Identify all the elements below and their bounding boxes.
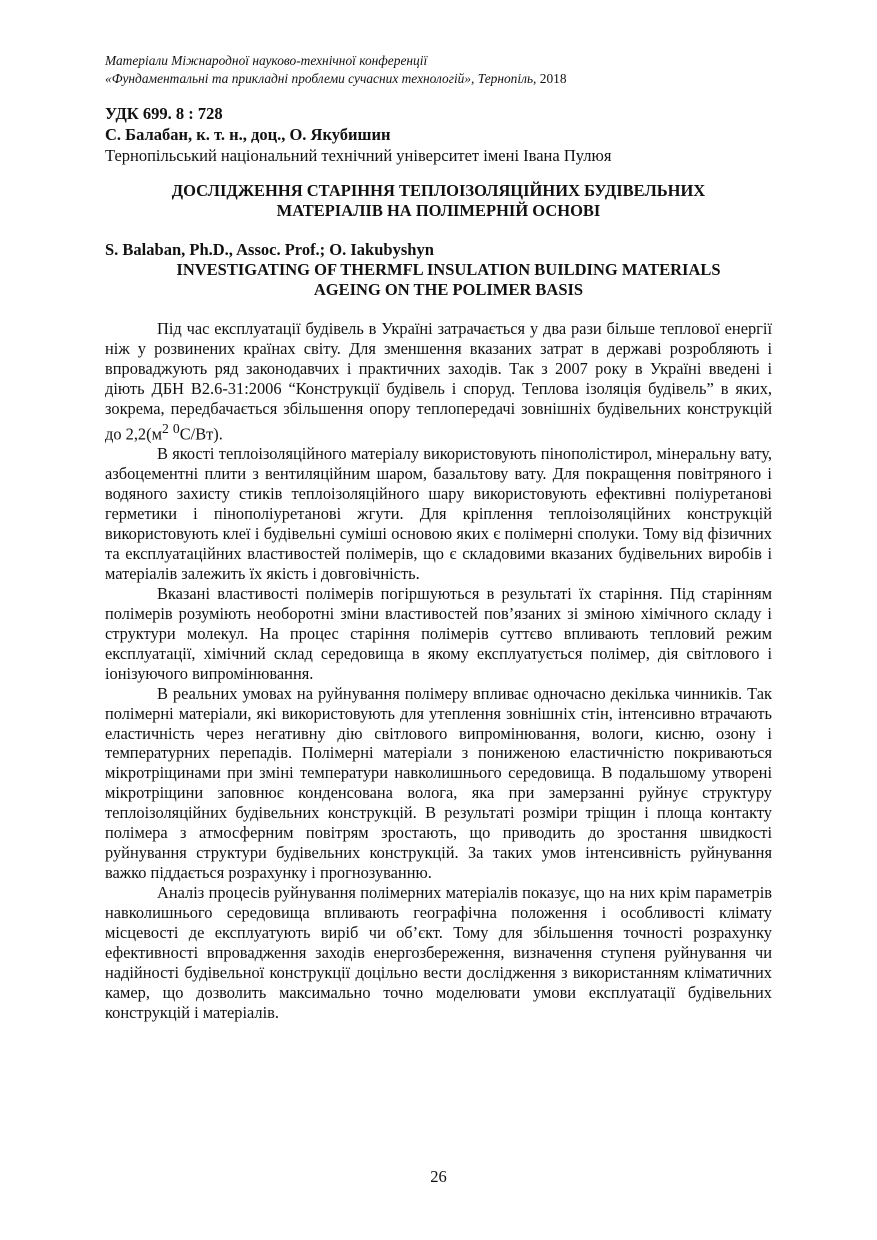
title-ua-line-1: ДОСЛІДЖЕННЯ СТАРІННЯ ТЕПЛОІЗОЛЯЦІЙНИХ БУДІВЕЛЬНИХ [171,181,706,200]
conference-year: 2018 [539,71,567,86]
paragraph-3: Вказані властивості полімерів погіршуються в результаті їх старіння. Під старінням полімерів розуміють необоротні зміни властивостей пов’язаних зі зміною хімічного складу і структури молекул. На процес старіння полімерів суттєво впливають тепловий режим експлуатації, хімічний склад середовища в якому експлуатується полімер, дія світлового і іонізуючого випромінювання. [105,583,772,683]
university-affiliation: Тернопільський національний технічний університет імені Івана Пулюя [105,146,612,165]
paragraph-2: В якості теплоізоляційного матеріалу використовують пінополістирол, мінеральну вату, азбоцементні плити з вентиляційним шаром, базальтову вату. Для покращення повітряного і водяного захисту стиків теплоізоляційного шару використовують ефективні поліуретанові герметики і пінополіуретанові жгути. Для кріплення теплоізоляційних конструкцій використовують клеї і будівельні суміші основою яких є полімерні сполуки. Тому від фізичних та експлуатаційних властивостей полімерів, що є складовими вказаних будівельних виробів і матеріалів залежить їх якість і довговічність. [105,444,772,583]
title-ua-line-2: МАТЕРІАЛІВ НА ПОЛІМЕРНІЙ ОСНОВІ [276,201,601,220]
superscript-2: 2 [161,420,169,436]
superscript-0: 0 [172,420,180,436]
conference-name: «Фундаментальні та прикладні проблеми сучасних технологій», Тернопіль, [105,71,537,86]
paragraph-5: Аналіз процесів руйнування полімерних матеріалів показує, що на них крім параметрів навколишнього середовища впливають географічна положення і особливості клімату місцевості де експлуатують виріб чи об’єкт. Тому для збільшення точності розрахунку ефективності впровадження заходів енергозбереження, визначення ступеня руйнування чи надійності будівельної конструкції доцільно вести дослідження з використанням кліматичних камер, що дозволить максимально точно моделювати умови експлуатації будівельних конструкцій і матеріалів. [105,883,772,1022]
title-en-line-1: INVESTIGATING OF THERMFL INSULATION BUILDING MATERIALS [176,260,721,279]
title-en-line-2: AGEING ON THE POLIMER BASIS [313,280,584,299]
body-text [105,319,772,1023]
conference-header-line-1: Матеріали Міжнародної науково-технічної конференції [105,53,428,68]
udk-code: УДК 699. 8 : 728 [105,104,223,123]
paper-title-english [105,260,792,300]
page-number: 26 [430,1167,447,1186]
paragraph-4: В реальних умовах на руйнування полімеру впливає одночасно декілька чинників. Так полімерні матеріали, які використовують для утеплення зовнішніх стін, інтенсивно втрачають еластичність через негативну дію світлового випромінювання, вологи, кисню, озону і температурних перепадів. Полімерні матеріали з пониженою еластичністю покриваються мікротріщинами при зміні температури навколишнього середовища. В подальшому утворені мікротріщини заповнює конденсована волога, яка при замерзанні руйнує структуру теплоізоляційних будівельних конструкцій. В результаті розміри тріщин і площа контакту полімера з атмосферним повітрям зростають, що приводить до зростання швидкості руйнування структури будівельних конструкцій. За таких умов інтенсивність руйнування важко піддається розрахунку і прогнозуванню. [105,683,772,883]
paragraph-1-unit: С/Вт). [179,424,223,444]
conference-header-line-2 [105,70,785,88]
conference-header [105,52,785,88]
paragraph-1-text: Під час експлуатації будівель в Україні затрачається у два рази більше теплової енергії ніж у розвинених країнах світу. Для зменшення вказаних затрат в державі розробляють і впроваджують ряд законодавчих і практичних заходів. Так з 2007 року в Україні введені і діють ДБН В2.6-31:2006 “Конструкції будівель і споруд. Теплова ізоляція будівель” в яких, зокрема, передбачається збільшення опору теплопередачі зовнішніх будівельних конструкцій до 2,2(м [105,319,772,444]
authors-english: S. Balaban, Ph.D., Assoc. Prof.; O. Iakubyshyn [105,240,434,259]
paper-title-ukrainian [105,181,772,221]
authors-ukrainian: С. Балабан, к. т. н., доц., О. Якубишин [105,125,391,144]
paragraph-1 [105,319,772,444]
